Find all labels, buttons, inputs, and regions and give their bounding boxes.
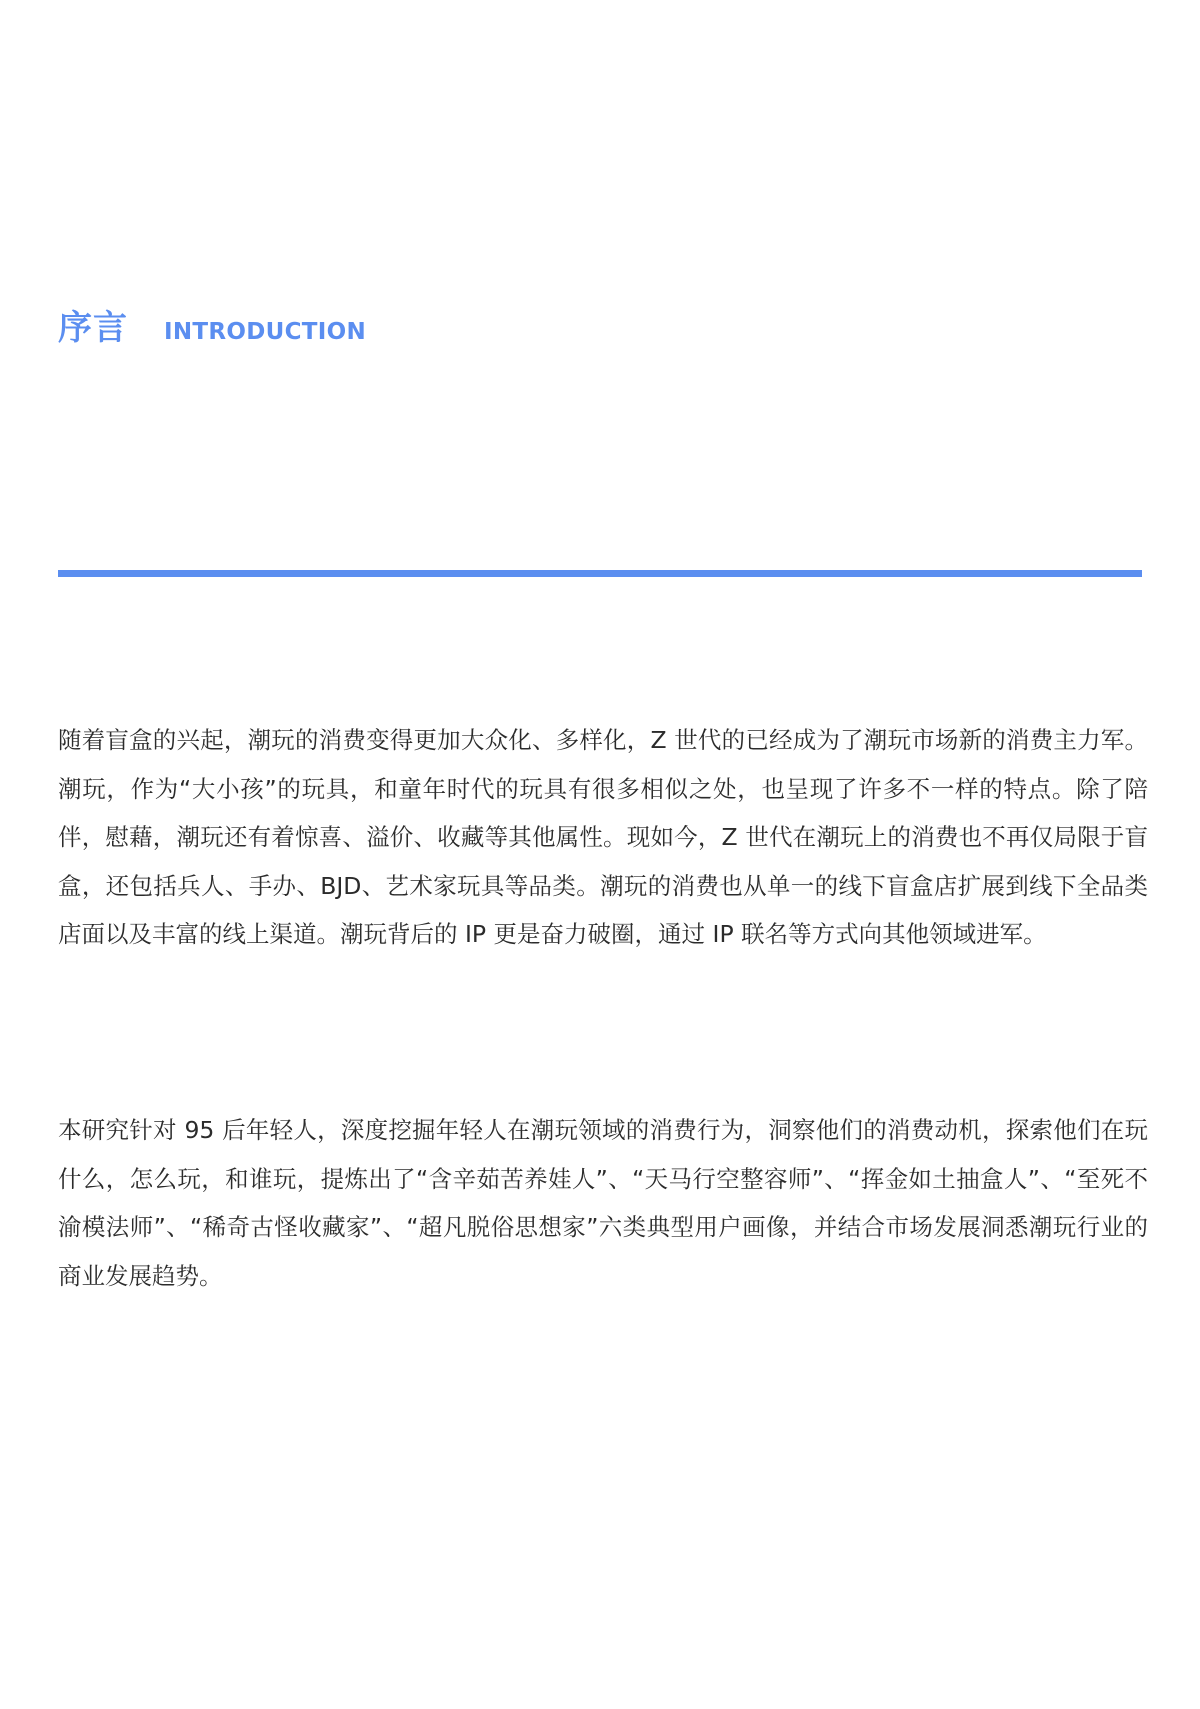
section-title-en: INTRODUCTION: [164, 319, 367, 345]
intro-paragraph-2: 本研究针对 95 后年轻人，深度挖掘年轻人在潮玩领域的消费行为，洞察他们的消费动机，探索他们在玩什么，怎么玩，和谁玩，提炼出了“含辛茹苦养娃人”、“天马行空整容师”、“挥金如土抽盒人”、“至死不渝模法师”、“稀奇古怪收藏家”、“超凡脱俗思想家”六类典型用户画像，并结合市场发展洞悉潮玩行业的商业发展趋势。: [58, 1116, 1148, 1290]
intro-paragraph-1: 随着盲盒的兴起，潮玩的消费变得更加大众化、多样化，Z 世代的已经成为了潮玩市场新的消费主力军。潮玩，作为“大小孩”的玩具，和童年时代的玩具有很多相似之处，也呈现了许多不一样的特点。除了陪伴，慰藉，潮玩还有着惊喜、溢价、收藏等其他属性。现如今，Z 世代在潮玩上的消费也不再仅局限于盲盒，还包括兵人、手办、BJD、艺术家玩具等品类。潮玩的消费也从单一的线下盲盒店扩展到线下全品类店面以及丰富的线上渠道。潮玩背后的 IP 更是奋力破圈，通过 IP 联名等方式向其他领域进军。: [58, 726, 1148, 948]
section-divider: [58, 570, 1142, 577]
section-title-cn: 序言: [58, 308, 128, 348]
section-heading: [58, 300, 366, 349]
